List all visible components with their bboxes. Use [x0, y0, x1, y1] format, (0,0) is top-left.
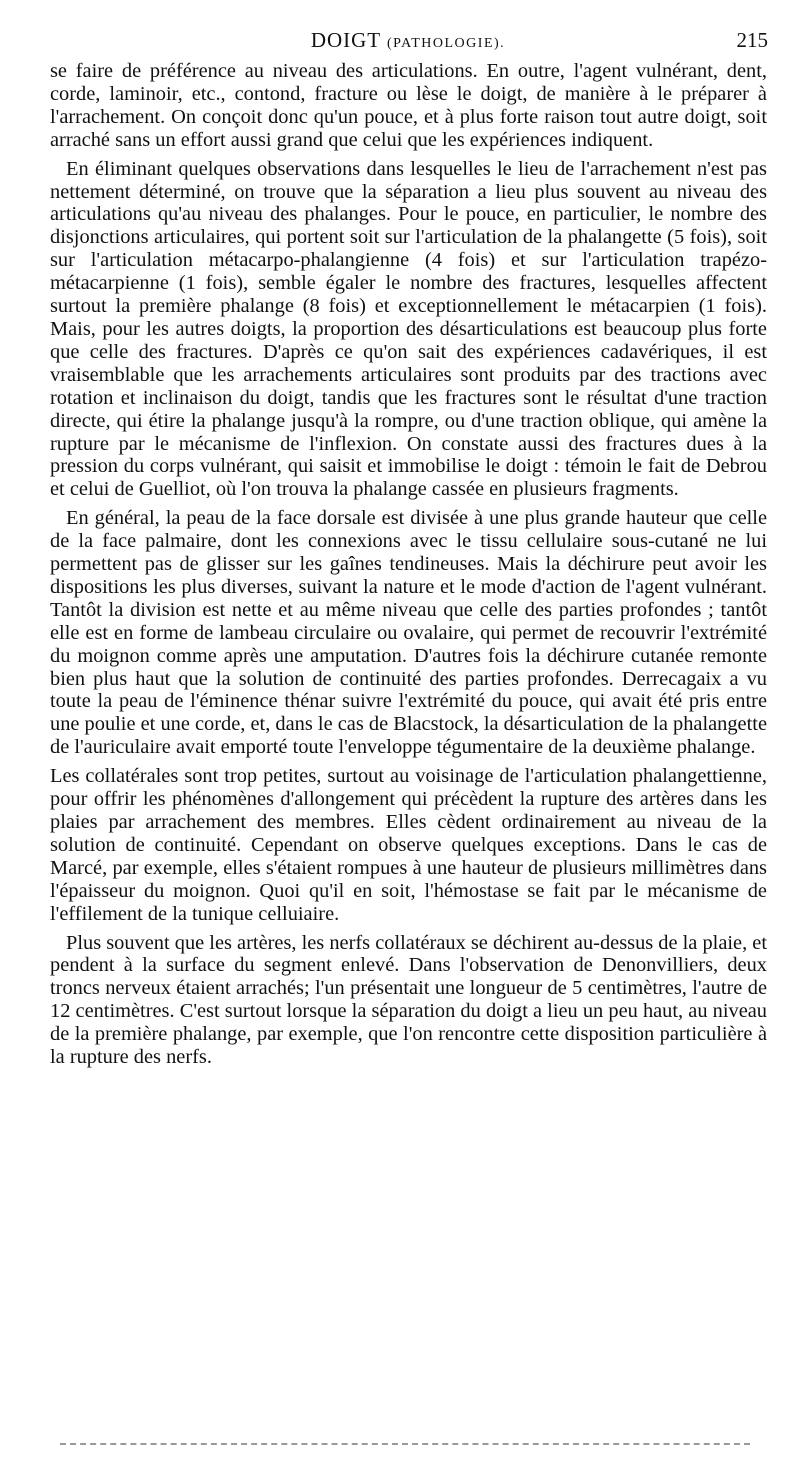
running-title [48, 28, 768, 53]
running-title-main: DOIGT [310, 28, 381, 52]
paragraph-3: En général, la peau de la face dorsale est divisée à une plus grande hauteur que celle de la face palmaire, dont les connexions avec le tissu cellulaire sous-cutané ne lui permettent pas de glisser sur les gaînes tendineuses. Mais la déchirure peut avoir les dispositions les plus diverses, suivant la nature et le mode d'action de l'agent vulnérant. Tantôt la division est nette et au même niveau que celle des parties profondes ; tantôt elle est en forme de lambeau circulaire ou ovalaire, qui permet de recouvrir l'extrémité du moignon comme après une amputation. D'autres fois la déchirure cutanée remonte bien plus haut que la solution de continuité des parties profondes. Derrecagaix a vu toute la peau de l'éminence thénar suivre l'extrémité du pouce, qui avait été pris entre une poulie et une corde, et, dans le cas de Blacstock, la désarticulation de la phalangette de l'auriculaire avait emporté toute l'enveloppe tégumentaire de la deuxième phalange. [50, 507, 767, 759]
footer-dashed-rule [60, 1443, 750, 1445]
page-number: 215 [736, 28, 768, 52]
paragraph-4: Les collatérales sont trop petites, surtout au voisinage de l'articulation phalangettienne, pour offrir les phénomènes d'allongement qui précèdent la rupture des artères dans les plaies par arrachement des membres. Elles cèdent ordinairement au niveau de la solution de continuité. Cependant on observe quelques exceptions. Dans le cas de Marcé, par exemple, elles s'étaient rompues à une hauteur de plusieurs millimètres dans l'épaisseur du moignon. Quoi qu'il en soit, l'hémostase se fait par le mécanisme de l'effilement de la tunique celluiaire. [50, 765, 767, 925]
paragraph-5: Plus souvent que les artères, les nerfs collatéraux se déchirent au-dessus de la plaie, et pendent à la surface du segment enlevé. Dans l'observation de Denonvilliers, deux troncs nerveux étaient arrachés; l'un présentait une longueur de 5 centimètres, l'autre de 12 centimètres. C'est surtout lorsque la séparation du doigt a lieu un peu haut, au niveau de la première phalange, par exemple, que l'on rencontre cette disposition particulière à la rupture des nerfs. [50, 931, 767, 1069]
running-title-subtitle: (PATHOLOGIE). [387, 36, 506, 51]
body-text [50, 60, 767, 1075]
paragraph-2: En éliminant quelques observations dans lesquelles le lieu de l'arrachement n'est pas nettement déterminé, on trouve que la séparation a lieu plus souvent au niveau des articulations qu'au niveau des phalanges. Pour le pouce, en particulier, le nombre des disjonctions articulaires, qui portent soit sur l'articulation de la phalangette (5 fois), soit sur l'articulation métacarpo-phalangienne (4 fois) et sur l'articulation trapézo-métacarpienne (1 fois), semble égaler le nombre des fractures, lesquelles affectent surtout la première phalange (8 fois) et exceptionnellement le métacarpien (1 fois). Mais, pour les autres doigts, la proportion des désarticulations est beaucoup plus forte que celle des fractures. D'après ce qu'on sait des expériences cadavériques, il est vraisemblable que les arrachements articulaires sont produits par des tractions avec rotation et inclinaison du doigt, tandis que les fractures sont le résultat d'une traction directe, qui étire la phalange jusqu'à la rompre, ou d'une traction oblique, qui amène la rupture par le mécanisme de l'inflexion. On constate aussi des fractures dues à la pression du corps vulnérant, qui saisit et immobilise le doigt : témoin le fait de Debrou et celui de Guelliot, où l'on trouva la phalange cassée en plusieurs fragments. [50, 157, 767, 501]
running-head [48, 28, 768, 58]
paragraph-1: se faire de préférence au niveau des articulations. En outre, l'agent vulnérant, dent, corde, laminoir, etc., contond, fracture ou lèse le doigt, de manière à le préparer à l'arrachement. On conçoit donc qu'un pouce, et à plus forte raison tout autre doigt, soit arraché sans un effort aussi grand que celui que les expériences indiquent. [50, 60, 767, 151]
